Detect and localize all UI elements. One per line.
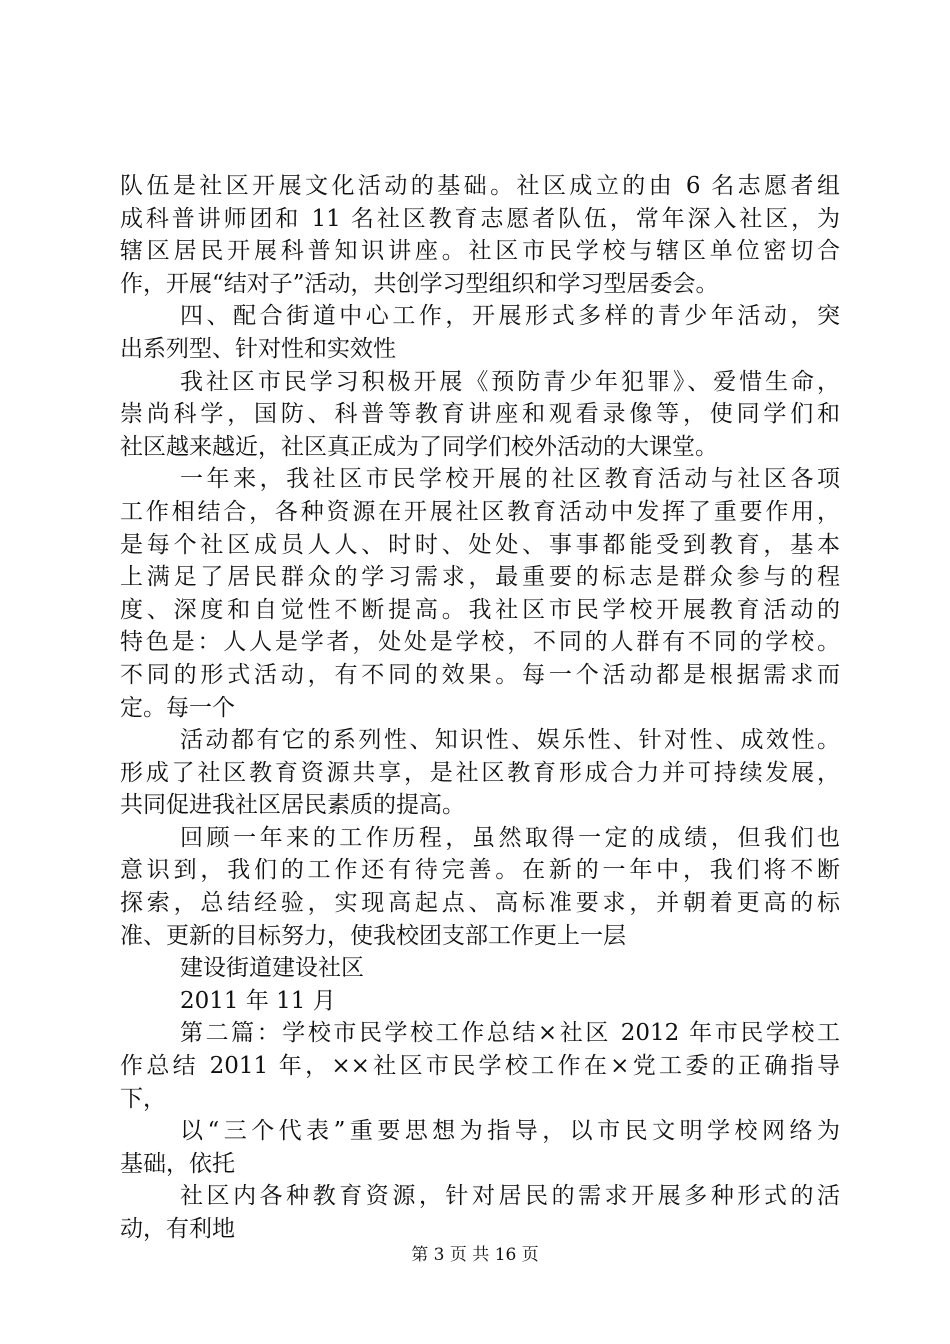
text-line: 意识到，我们的工作还有待完善。在新的一年中，我们将不断 [120, 857, 840, 884]
text-line: 活动都有它的系列性、知识性、娱乐性、针对性、成效性。 [180, 727, 840, 754]
text-line: 队伍是社区开展文化活动的基础。社区成立的由 6 名志愿者组 [120, 173, 840, 199]
text-line: 下， [120, 1085, 166, 1112]
text-line: 崇尚科学，国防、科普等教育讲座和观看录像等，使同学们和 [120, 401, 840, 428]
text-line: 2011 年 11 月 [180, 987, 336, 1014]
text-line: 以“三个代表”重要思想为指导，以市民文明学校网络为 [180, 1118, 840, 1145]
document-body [120, 170, 840, 1246]
text-line: 特色是：人人是学者，处处是学校，不同的人群有不同的学校。 [120, 629, 840, 656]
text-line: 上满足了居民群众的学习需求，最重要的标志是群众参与的程 [120, 564, 840, 591]
text-line: 动，有利地 [120, 1216, 235, 1242]
text-line: 是每个社区成员人人、时时、处处、事事都能受到教育，基本 [120, 531, 840, 558]
text-line: 我社区市民学习积极开展《预防青少年犯罪》、爱惜生命， [180, 368, 840, 395]
text-line: 社区越来越近，社区真正成为了同学们校外活动的大课堂。 [120, 433, 718, 460]
text-line: 不同的形式活动，有不同的效果。每一个活动都是根据需求而 [120, 661, 840, 688]
text-line: 定。每一个 [120, 694, 235, 721]
text-line: 基础，依托 [120, 1150, 235, 1177]
text-line: 准、更新的目标努力，使我校团支部工作更上一层 [120, 922, 626, 949]
text-line: 作总结 2011 年，××社区市民学校工作在×党工委的正确指导 [120, 1053, 840, 1080]
text-line: 度、深度和自觉性不断提高。我社区市民学校开展教育活动的 [120, 596, 840, 623]
text-line: 第二篇：学校市民学校工作总结×社区 2012 年市民学校工 [180, 1020, 840, 1047]
text-line: 工作相结合，各种资源在开展社区教育活动中发挥了重要作用， [120, 498, 840, 525]
text-line: 社区内各种教育资源，针对居民的需求开展多种形式的活 [180, 1183, 840, 1210]
text-line: 形成了社区教育资源共享，是社区教育形成合力并可持续发展， [120, 759, 840, 786]
text-line: 共同促进我社区居民素质的提高。 [120, 792, 465, 819]
text-line: 辖区居民开展科普知识讲座。社区市民学校与辖区单位密切合 [120, 238, 840, 265]
page-footer: 第 3 页 共 16 页 [411, 1245, 539, 1265]
text-line: 作，开展“结对子”活动，共创学习型组织和学习型居委会。 [120, 270, 719, 297]
text-line: 探索，总结经验，实现高起点、高标准要求，并朝着更高的标 [120, 890, 840, 917]
text-line: 成科普讲师团和 11 名社区教育志愿者队伍，常年深入社区，为 [120, 205, 840, 232]
text-line: 回顾一年来的工作历程，虽然取得一定的成绩，但我们也 [180, 824, 840, 851]
text-line: 一年来，我社区市民学校开展的社区教育活动与社区各项 [180, 466, 840, 493]
text-line: 四、配合街道中心工作，开展形式多样的青少年活动，突 [180, 303, 840, 330]
text-line: 建设街道建设社区 [180, 955, 364, 982]
text-line: 出系列型、针对性和实效性 [120, 335, 396, 362]
